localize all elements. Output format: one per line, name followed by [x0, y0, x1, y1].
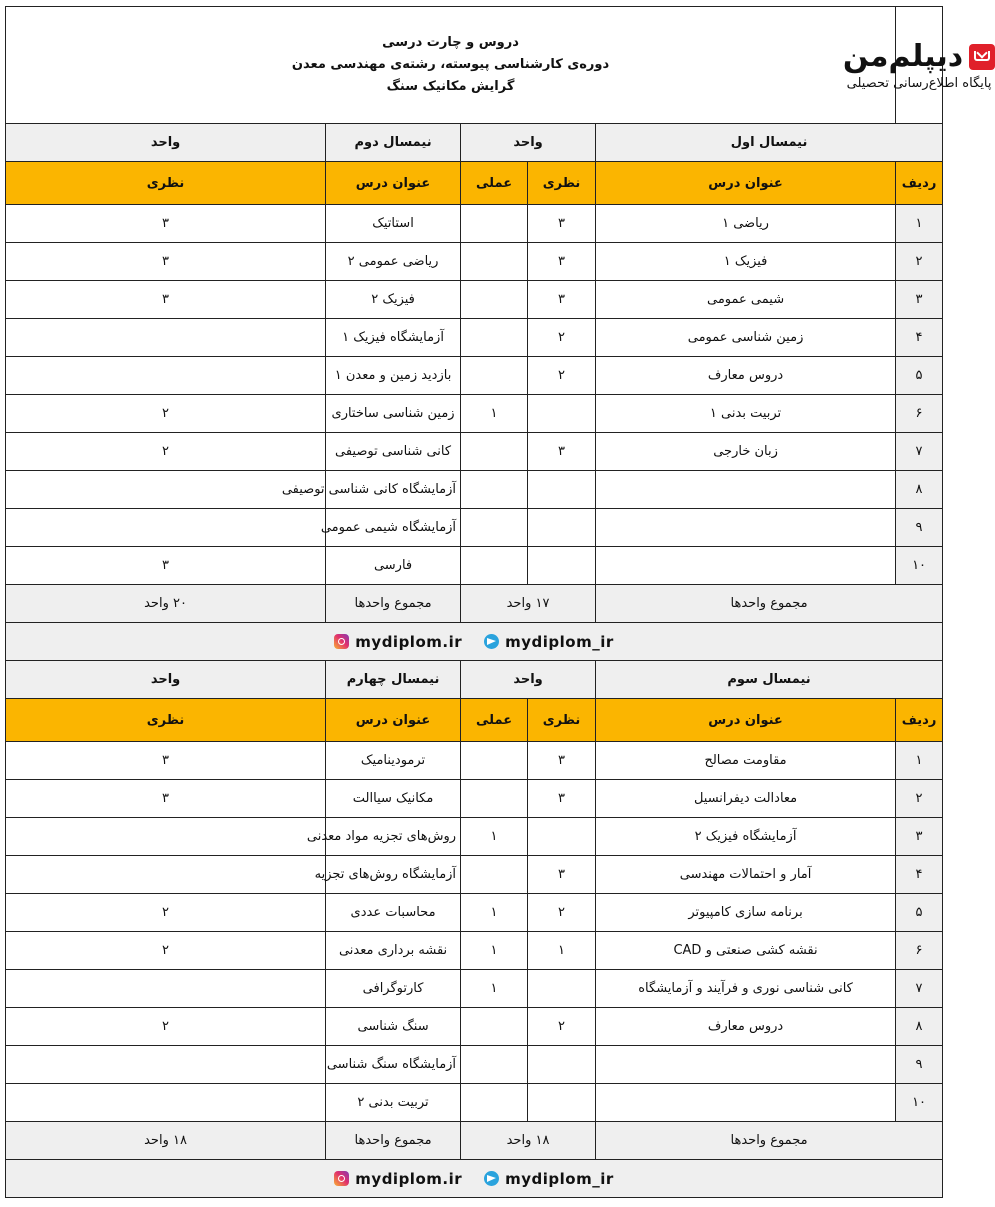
theory-units: ۳ — [528, 205, 596, 243]
practical-units — [461, 319, 528, 357]
row-number: ۲ — [896, 780, 943, 818]
instagram-link[interactable] — [334, 633, 462, 651]
practical-header: عملی — [461, 699, 528, 742]
theory-header: نظری — [6, 699, 326, 742]
instagram-handle: mydiplom.ir — [355, 1169, 463, 1188]
row-number: ۸ — [896, 471, 943, 509]
practical-units: ۱ — [461, 818, 528, 856]
course-name: نقشه برداری معدنی — [326, 932, 461, 970]
table-row — [6, 1008, 943, 1046]
table-row — [6, 319, 943, 357]
course-title-header: عنوان درس — [596, 699, 896, 742]
practical-units — [461, 243, 528, 281]
practical-units: ۱ — [461, 894, 528, 932]
table-row — [6, 970, 943, 1008]
practical-units: ۱ — [461, 395, 528, 433]
instagram-icon — [334, 1171, 349, 1186]
course-name: کانی شناسی نوری و فرآیند و آزمایشگاه — [596, 970, 896, 1008]
practical-units: ۱ — [461, 970, 528, 1008]
diplomman-logo-icon — [969, 44, 995, 70]
row-number: ۱۰ — [896, 1084, 943, 1122]
course-name — [596, 471, 896, 509]
row-number: ۱ — [896, 742, 943, 780]
row-number: ۲ — [896, 243, 943, 281]
practical-units — [461, 547, 528, 585]
course-name: بازدید زمین و معدن ۱ — [326, 357, 461, 395]
theory-units — [528, 1084, 596, 1122]
theory-units: ۲ — [528, 319, 596, 357]
course-name: آزمایشگاه سنگ شناسی — [326, 1046, 461, 1084]
theory-units: ۲ — [6, 1008, 326, 1046]
total-units: ۲۰ واحد — [6, 585, 326, 623]
course-name — [596, 547, 896, 585]
course-name: روش‌های تجزیه مواد معدنی — [326, 818, 461, 856]
semester-title: نیمسال سوم — [596, 661, 943, 699]
instagram-icon — [334, 634, 349, 649]
theory-units: ۳ — [528, 281, 596, 319]
telegram-link[interactable] — [484, 633, 614, 651]
theory-units: ۳ — [6, 205, 326, 243]
theory-header: نظری — [6, 162, 326, 205]
course-name: ریاضی ۱ — [596, 205, 896, 243]
practical-units: ۱ — [461, 932, 528, 970]
course-name: آزمایشگاه فیزیک ۱ — [326, 319, 461, 357]
total-units: ۱۸ واحد — [6, 1122, 326, 1160]
table-row — [6, 395, 943, 433]
theory-units: ۳ — [528, 742, 596, 780]
total-units: ۱۸ واحد — [461, 1122, 596, 1160]
theory-units — [6, 319, 326, 357]
row-number: ۱۰ — [896, 547, 943, 585]
table-row — [6, 818, 943, 856]
course-name: فیزیک ۱ — [596, 243, 896, 281]
course-title-header: عنوان درس — [596, 162, 896, 205]
practical-units — [461, 1084, 528, 1122]
row-number: ۳ — [896, 818, 943, 856]
theory-units — [528, 818, 596, 856]
course-name: استاتیک — [326, 205, 461, 243]
semester-title: نیمسال دوم — [326, 124, 461, 162]
theory-units: ۲ — [528, 1008, 596, 1046]
table-row — [6, 780, 943, 818]
practical-units — [461, 433, 528, 471]
theory-units: ۳ — [528, 780, 596, 818]
table-row — [6, 1046, 943, 1084]
course-name: زمین شناسی ساختاری — [326, 395, 461, 433]
telegram-icon — [484, 1171, 499, 1186]
course-name — [596, 1084, 896, 1122]
table-row — [6, 509, 943, 547]
practical-units — [461, 471, 528, 509]
theory-units — [528, 970, 596, 1008]
course-name: شیمی عمومی — [596, 281, 896, 319]
theory-units — [528, 509, 596, 547]
theory-units — [528, 1046, 596, 1084]
practical-units — [461, 509, 528, 547]
theory-units: ۲ — [6, 894, 326, 932]
practical-units — [461, 1008, 528, 1046]
table-row — [6, 433, 943, 471]
unit-heading: واحد — [6, 661, 326, 699]
total-label: مجموع واحدها — [326, 1122, 461, 1160]
table-row — [6, 547, 943, 585]
unit-heading: واحد — [461, 124, 596, 162]
total-label: مجموع واحدها — [596, 1122, 943, 1160]
practical-units — [461, 780, 528, 818]
theory-units: ۳ — [6, 780, 326, 818]
course-name — [596, 1046, 896, 1084]
theory-units: ۳ — [6, 547, 326, 585]
theory-units — [6, 818, 326, 856]
social-handles — [6, 1160, 943, 1198]
course-title-header: عنوان درس — [326, 699, 461, 742]
title-line: گرایش مکانیک سنگ — [386, 79, 515, 94]
theory-units: ۳ — [528, 243, 596, 281]
row-number-header: ردیف — [896, 162, 943, 205]
theory-header: نظری — [528, 699, 596, 742]
practical-units — [461, 357, 528, 395]
semester-title: نیمسال اول — [596, 124, 943, 162]
course-name: آمار و احتمالات مهندسی — [596, 856, 896, 894]
course-name: آزمایشگاه روش‌های تجزیه — [326, 856, 461, 894]
course-name: ترمودینامیک — [326, 742, 461, 780]
unit-heading: واحد — [6, 124, 326, 162]
theory-units: ۲ — [6, 932, 326, 970]
row-number: ۵ — [896, 357, 943, 395]
course-name: نقشه کشی صنعتی و CAD — [596, 932, 896, 970]
practical-header: عملی — [461, 162, 528, 205]
semester-title: نیمسال چهارم — [326, 661, 461, 699]
theory-units: ۲ — [528, 357, 596, 395]
document-header — [6, 7, 943, 124]
course-name: مقاومت مصالح — [596, 742, 896, 780]
course-title-header: عنوان درس — [326, 162, 461, 205]
course-name — [596, 509, 896, 547]
row-number: ۹ — [896, 1046, 943, 1084]
logo-name: دیپلم‌من — [842, 39, 964, 74]
table-row — [6, 742, 943, 780]
theory-units — [528, 395, 596, 433]
practical-units — [461, 856, 528, 894]
theory-units — [6, 357, 326, 395]
theory-units: ۳ — [528, 856, 596, 894]
theory-units: ۲ — [6, 395, 326, 433]
row-number: ۶ — [896, 395, 943, 433]
course-name: تربیت بدنی ۱ — [596, 395, 896, 433]
course-chart-table — [5, 6, 992, 1198]
row-number: ۳ — [896, 281, 943, 319]
social-row — [6, 623, 943, 661]
course-name: محاسبات عددی — [326, 894, 461, 932]
table-row — [6, 1084, 943, 1122]
row-number: ۴ — [896, 319, 943, 357]
row-number: ۱ — [896, 205, 943, 243]
theory-units — [6, 856, 326, 894]
course-name: تربیت بدنی ۲ — [326, 1084, 461, 1122]
column-header-row — [6, 162, 943, 205]
theory-units: ۱ — [528, 932, 596, 970]
instagram-handle: mydiplom.ir — [355, 632, 463, 651]
semester-title-row — [6, 661, 943, 699]
theory-units — [6, 970, 326, 1008]
course-name: آزمایشگاه فیزیک ۲ — [596, 818, 896, 856]
course-name: فارسی — [326, 547, 461, 585]
table-row — [6, 281, 943, 319]
course-name: فیزیک ۲ — [326, 281, 461, 319]
theory-units — [6, 471, 326, 509]
course-name: کارتوگرافی — [326, 970, 461, 1008]
title-line: دروس و چارت درسی — [382, 35, 519, 50]
total-label: مجموع واحدها — [596, 585, 943, 623]
course-name: آزمایشگاه شیمی عمومی — [326, 509, 461, 547]
row-number: ۸ — [896, 1008, 943, 1046]
course-name: کانی شناسی توصیفی — [326, 433, 461, 471]
course-name: زمین شناسی عمومی — [596, 319, 896, 357]
practical-units — [461, 742, 528, 780]
theory-units: ۳ — [6, 281, 326, 319]
title-line: دوره‌ی کارشناسی پیوسته، رشته‌ی مهندسی معدن — [291, 57, 610, 72]
totals-row — [6, 585, 943, 623]
table-row — [6, 932, 943, 970]
theory-units: ۲ — [6, 433, 326, 471]
document-title — [6, 7, 896, 124]
theory-header: نظری — [528, 162, 596, 205]
table-row — [6, 243, 943, 281]
totals-row — [6, 1122, 943, 1160]
table-row — [6, 856, 943, 894]
theory-units: ۲ — [528, 894, 596, 932]
practical-units — [461, 205, 528, 243]
theory-units — [6, 509, 326, 547]
telegram-handle: mydiplom_ir — [505, 1169, 614, 1188]
course-name: آزمایشگاه کانی شناسی توصیفی — [326, 471, 461, 509]
instagram-link[interactable] — [334, 1170, 462, 1188]
social-handles — [6, 623, 943, 661]
theory-units: ۳ — [528, 433, 596, 471]
theory-units: ۳ — [6, 742, 326, 780]
theory-units — [6, 1046, 326, 1084]
column-header-row — [6, 699, 943, 742]
logo-cell — [842, 7, 992, 124]
row-number: ۷ — [896, 433, 943, 471]
social-row — [6, 1160, 943, 1198]
telegram-handle: mydiplom_ir — [505, 632, 614, 651]
telegram-icon — [484, 634, 499, 649]
row-number: ۹ — [896, 509, 943, 547]
telegram-link[interactable] — [484, 1170, 614, 1188]
table-row — [6, 357, 943, 395]
row-number: ۵ — [896, 894, 943, 932]
practical-units — [461, 281, 528, 319]
course-name: زبان خارجی — [596, 433, 896, 471]
table-row — [6, 205, 943, 243]
theory-units: ۳ — [6, 243, 326, 281]
unit-heading: واحد — [461, 661, 596, 699]
table-row — [6, 471, 943, 509]
logo — [842, 39, 992, 91]
course-name: برنامه سازی کامپیوتر — [596, 894, 896, 932]
theory-units — [528, 547, 596, 585]
practical-units — [461, 1046, 528, 1084]
course-name: دروس معارف — [596, 1008, 896, 1046]
theory-units — [6, 1084, 326, 1122]
course-name: ریاضی عمومی ۲ — [326, 243, 461, 281]
logo-tagline: پایگاه اطلاع‌رسانی تحصیلی — [846, 76, 992, 91]
course-name: سنگ شناسی — [326, 1008, 461, 1046]
total-label: مجموع واحدها — [326, 585, 461, 623]
row-number: ۴ — [896, 856, 943, 894]
row-number: ۶ — [896, 932, 943, 970]
semester-title-row — [6, 124, 943, 162]
row-number: ۷ — [896, 970, 943, 1008]
course-name: مکانیک سیاالت — [326, 780, 461, 818]
table-row — [6, 894, 943, 932]
theory-units — [528, 471, 596, 509]
total-units: ۱۷ واحد — [461, 585, 596, 623]
row-number-header: ردیف — [896, 699, 943, 742]
course-name: دروس معارف — [596, 357, 896, 395]
course-name: معادالت دیفرانسیل — [596, 780, 896, 818]
